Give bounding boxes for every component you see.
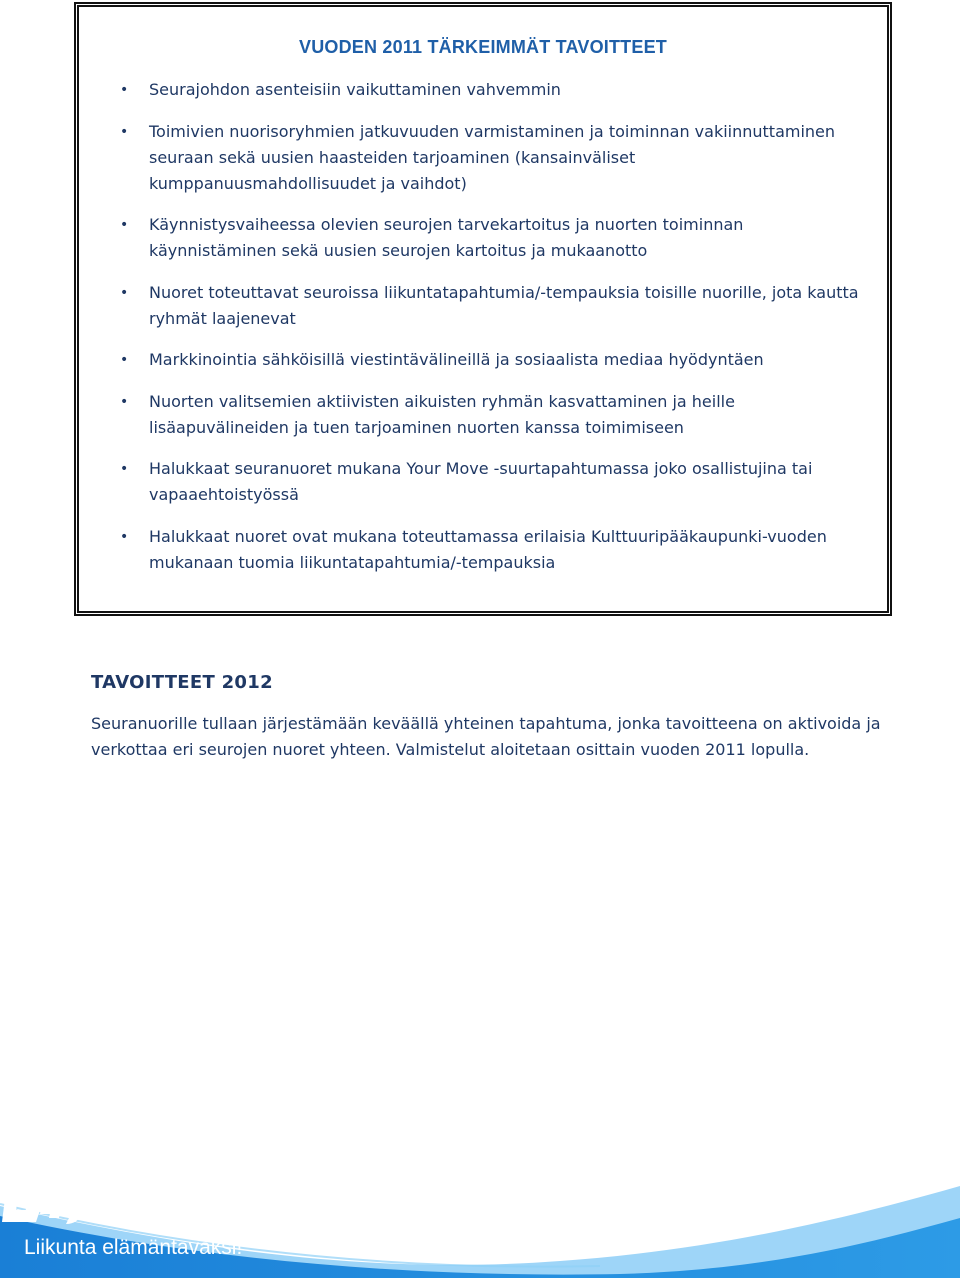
list-item-text: Nuoret toteuttavat seuroissa liikuntatapahtumia/-tempauksia toisille nuorille, jota kautta ryhmät laajenevat [149, 282, 859, 328]
bullet-icon: • [120, 393, 129, 410]
footer-banner [0, 1166, 960, 1278]
footer-wave-background [0, 1166, 960, 1278]
bullet-icon: • [120, 352, 129, 368]
list-item-text: Käynnistysvaiheessa olevien seurojen tarvekartoitus ja nuorten toiminnan käynnistäminen sekä uusien seurojen kartoitus ja mukaanotto [149, 215, 744, 260]
list-item [79, 212, 887, 264]
bullet-icon: • [120, 82, 129, 98]
bullet-icon: • [120, 217, 129, 233]
goals-2012-heading: TAVOITTEET 2012 [91, 672, 273, 693]
footer-slogan: Liikunta elämäntavaksi! [24, 1236, 243, 1259]
bullet-icon: • [120, 528, 129, 545]
list-item-text: Halukkaat seuranuoret mukana Your Move -suurtapahtumassa joko osallistujina tai vapaaehtoistyössä [149, 459, 813, 504]
bullet-icon: • [120, 284, 129, 301]
list-item-text: Halukkaat nuoret ovat mukana toteuttamassa erilaisia Kulttuuripääkaupunki-vuoden mukanaan tuomia liikuntatapahtumia/-tempauksia [149, 526, 827, 572]
goals-2011-list [79, 77, 887, 591]
list-item-text: Seurajohdon asenteisiin vaikuttaminen vahvemmin [149, 80, 561, 99]
goals-2011-box [74, 2, 892, 616]
bullet-icon: • [120, 461, 129, 477]
list-item [79, 347, 887, 373]
list-item [79, 456, 887, 508]
list-item [79, 389, 887, 441]
list-item-text: Nuorten valitsemien aktiivisten aikuisten ryhmän kasvattaminen ja heille lisäapuvälineiden ja tuen tarjoaminen nuorten kanssa toimimiseen [149, 391, 735, 437]
list-item-text: Toimivien nuorisoryhmien jatkuvuuden varmistaminen ja toiminnan vakiinnuttaminen seuraan sekä uusien haasteiden tarjoaminen (kansainväliset kumppanuusmahdollisuudet ja vaihdot) [149, 121, 836, 193]
bullet-icon: • [120, 123, 129, 140]
list-item [79, 280, 887, 332]
goals-2012-section [91, 672, 881, 763]
goals-2012-paragraph: Seuranuorille tullaan järjestämään keväällä yhteinen tapahtuma, jonka tavoitteena on aktivoida ja verkottaa eri seurojen nuoret yhteen. Valmistelut aloitetaan osittain vuoden 2011 lopulla. [91, 714, 881, 759]
list-item [79, 524, 887, 576]
liiku-logo-icon [0, 1166, 100, 1228]
list-item-text: Markkinointia sähköisillä viestintävälineillä ja sosiaalista mediaa hyödyntäen [149, 350, 764, 369]
goals-2011-title: VUODEN 2011 TÄRKEIMMÄT TAVOITTEET [299, 37, 667, 57]
list-item [79, 119, 887, 197]
list-item [79, 77, 887, 103]
